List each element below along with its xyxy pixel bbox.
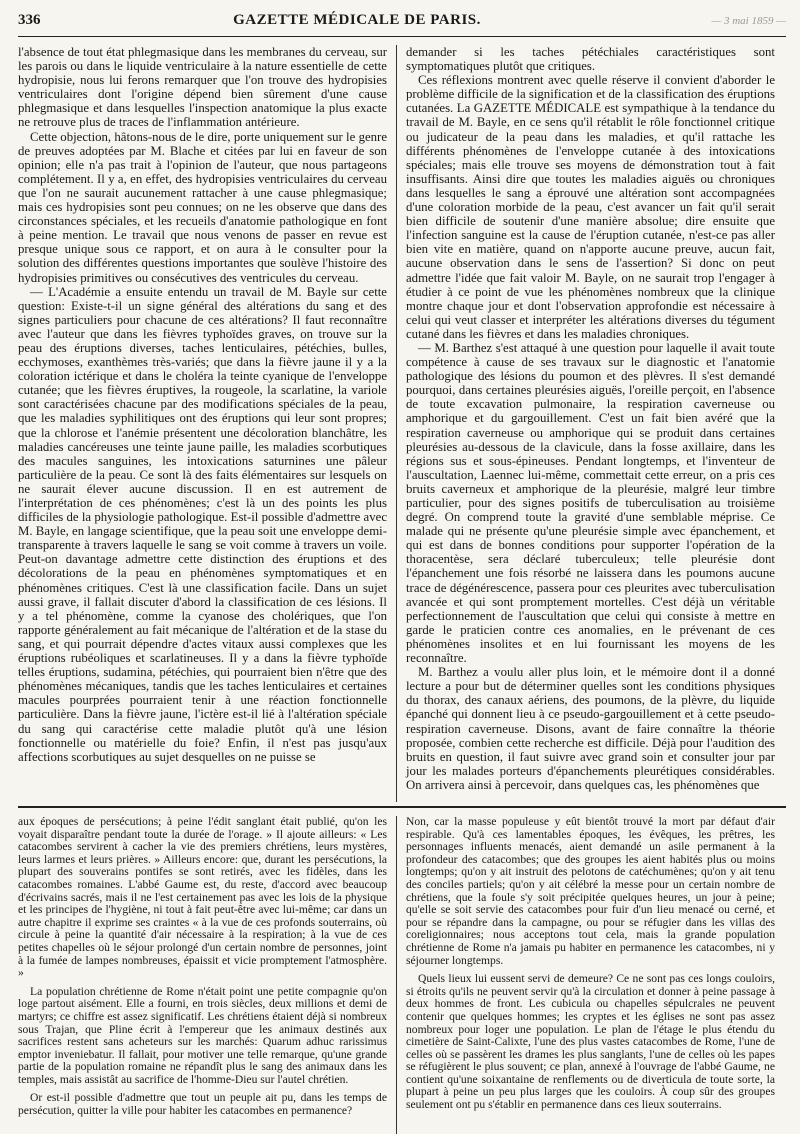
paragraph: Quels lieux lui eussent servi de demeure? Ce ne sont pas ces longs couloirs, si étroits qu'ils ne peuvent servir qu'à la circulation et donner à peine passage à deux hommes de front. Les cubicula ou chapelles sépulcrales ne peuvent contenir que quelques hommes; les cryptes et les églises ne sont pas assez nombreux pour loger une population. Le plan de l'étage le plus étendu du cimetière de Saint-Calixte, l'une des plus vastes catacombes de Rome, l'une de celles où se passèrent les drames les plus sanglants, l'une de celles où les papes se réfugièrent le plus souvent; ce plan, annexé à l'ouvrage de l'abbé Gaume, ne contient qu'une soixantaine de renflements ou de diverticula de toute sorte, la plupart à peine un peu plus larges que les couloirs. À coup sûr des groupes seulement ont pu s'établir en permanence dans ces lieux souterrains. bbox=[406, 972, 775, 1112]
paragraph: — M. Barthez s'est attaqué à une question pour laquelle il avait toute compétence à cause de ses travaux sur le diagnostic et l'anatomie pathologique des lésions du poumon et des plèvres. Il s'est demandé pourquoi, dans certaines pleurésies aiguës, l'oreille perçoit, en l'absence de toute excavation pulmonaire, la respiration caverneuse ou amphorique et du gargouillement. C'est un fait bien avéré que la respiration caverneuse ou amphorique qui se produit dans certaines pleurésies au-dessous de la clavicule, dans la fosse axillaire, dans les régions sus et sous-épineuses. Pendant longtemps, et l'inventeur de l'auscultation, Laennec lui-même, commettait cette erreur, on a pris ces bruits caverneux et amphorique de la pleurésie, malgré leur timbre particulier, pour des signes positifs de tuberculisation au troisième degré. On comprend toute la gravité d'une semblable méprise. Ce malade qui ne présente qu'une pleurésie simple avec épanchement, et qui est dans de bonnes conditions pour supporter l'opération de la thoracentèse, sera déclaré tuberculeux; telle pleurésie dont l'épanchement une fois résorbé ne laissera dans les poumons aucune trace de dégénérescence, passera pour ces pleurites avec tuberculisation avancée et qui sont promptement mortelles. C'est déjà un véritable perfectionnement de l'auscultation que celui qui consiste à mettre en garde le praticien contre ces anomalies, en le prévenant de ces phénomènes insolites et en lui fournissant les moyens de les reconnaître. bbox=[406, 340, 775, 666]
upper-article bbox=[18, 45, 786, 802]
feuilleton-divider bbox=[18, 806, 786, 808]
paragraph: M. Barthez a voulu aller plus loin, et le mémoire dont il a donné lecture a pour but de déterminer quelles sont les conditions physiques du thorax, des canaux aériens, des poumons, de la plèvre, du liquide épanché qui donnent lieu à ce pseudo-gargouillement et à cette pseudo-respiration caverneuse. Disons, avant de faire connaître la théorie proposée, combien cette recherche est difficile. Déjà pour l'audition des bruits en question, il faut suivre avec grand soin et consulter jour par jour les malades porteurs d'épanchements pleurétiques considérables. On arrivera ainsi à percevoir, dans quelques cas, les phénomènes que bbox=[406, 665, 775, 792]
paragraph: Or est-il possible d'admettre que tout un peuple ait pu, dans les temps de persécution, quitter la ville pour habiter les catacombes en permanence? bbox=[18, 1091, 387, 1118]
archive-stamp: — 3 mai 1859 — bbox=[711, 15, 786, 27]
paragraph: l'absence de tout état phlegmasique dans les membranes du cerveau, sur les parois ou dans le liquide ventriculaire à la nature essentielle de cette hydropisie, nous lui ferons remarquer que l'on trouve des hydropisies ventriculaires dont l'origine dépend bien sûrement d'une cause phlegmasique et dans lesquelles l'inspection anatomique la plus exacte ne retrouve plus de traces de l'inflammation antérieure. bbox=[18, 45, 387, 130]
upper-left-column bbox=[18, 45, 396, 802]
paragraph: Ces réflexions montrent avec quelle réserve il convient d'aborder le problème difficile de la signification et de la classification des éruptions cutanées. La GAZETTE MÉDICALE est sympathique à la tendance du travail de M. Bayle, en ce sens qu'il rétablit le rôle fonctionnel critique ou judicateur de la peau dans les maladies, et qu'il rattache les différents phénomènes de l'enveloppe cutanée à des intoxications spéciales; mais elle trouve ses moyens de démonstration tout à fait insuffisants. Ainsi dire que toutes les maladies aiguës ou chroniques dans lesquelles le sang a éprouvé une altération sont accompagnées d'une coloration morbide de la peau, c'est avancer un fait qu'il serait bien difficile de soutenir d'une manière absolue; dire ensuite que l'infection sanguine est la cause de l'éruption cutanée, n'est-ce pas aller bien vite en matière, quand on n'apporte aucune preuve, aucun fait, aucune observation dans le sens de l'assertion? Si donc on peut admettre l'idée que fait valoir M. Bayle, on ne saurait trop l'engager à étudier à ce point de vue les phénomènes nombreux que la clinique montre chaque jour et dont l'observation approfondie est nécessaire à celui qui veut classer et interpréter les altérations diverses du tégument cutané dans les fièvres et dans les maladies chroniques. bbox=[406, 73, 775, 341]
paragraph: aux époques de persécutions; à peine l'édit sanglant était publié, qu'on les voyait disparaître pendant toute la durée de l'orage. » Il ajoute ailleurs: « Les catacombes servirent à cacher la vie des premiers chrétiens, leurs mystères, leurs larmes et leurs prières. » Ailleurs encore: que, durant les persécutions, la plupart des souverains pontifes se sont retirés, avec les fidèles, dans les catacombes romaines. L'abbé Gaume est, du reste, d'accord avec beaucoup d'écrivains sacrés, mais il ne l'est certainement pas avec les lois de la physique et les principes de l'hygiène, ni tout à fait peut-être avec lui-même; car dans un autre chapitre il exprime ses craintes « à la vue de ces profonds souterrains, où circule à peine la quantité d'air nécessaire à la respiration; à la vue de ces petites chapelles où le séjour prolongé d'un certain nombre de personnes, joint à la fumée de lampes nombreuses, épaissit et vicie promptement l'atmosphère. » bbox=[18, 816, 387, 980]
paragraph: — L'Académie a ensuite entendu un travail de M. Bayle sur cette question: Existe-t-il un signe général des altérations du sang et des signes particuliers pour chacune de ces altérations? Il faut reconnaître avec l'auteur que dans les fièvres typhoïdes graves, on trouve sur la peau des éruptions diverses, taches lenticulaires, pétéchies, bulles, ecchymoses, exanthèmes très-variés; que dans la fièvre jaune il y a la coloration ictérique et dans le choléra la teinte cyanique de l'enveloppe cutanée; que les fièvres éruptives, la rougeole, la scarlatine, la variole sont caractérisées chacune par des modifications spéciales de la peau, que les maladies syphilitiques ont des éruptions qui leur sont propres; que la chlorose et l'anémie présentent une décoloration blanchâtre, les maladies cancéreuses une teinte jaune paille, les maladies scorbutiques des macules sanguines, les intoxications saturnines une pâleur particulière de la peau. Ce sont là des faits élémentaires sur lesquels on ne saurait élever aucune discussion. Il en est autrement de l'interprétation de ces phénomènes; c'est là un des points les plus difficiles de la physiologie pathologique. Est-il possible d'admettre avec M. Bayle, en langage scientifique, que la peau soit une enveloppe demi-transparente à travers laquelle le sang se voit comme à travers un voile. Peut-on davantage admettre cette distinction des éruptions et des décolorations de la peau en phénomènes symptomatiques et en phénomènes critiques. C'est là une classification facile. Dans un sujet aussi grave, il fallait discuter d'abord la classification de ces lésions. Il y a tel phénomène, comme la cyanose des cholériques, que l'on rapporte généralement au fait mécanique de l'altération et de la stase du sang, et qui pourrait dépendre d'actes vitaux aussi complexes que les éruptions rubéoliques et scarlatineuses. Il y a dans la fièvre typhoïde telles éruptions, sudamina, pétéchies, qui pourraient bien n'être que des phénomènes mécaniques, tandis que les taches lenticulaires et certaines macules pourprées pourraient tenir à une réaction fonctionnelle particulière. Dans la fièvre jaune, l'ictère est-il lié à l'altération spéciale du sang qui caractérise cette maladie plutôt qu'à une lésion fonctionnelle ou matérielle du foie? Enfin, il n'est pas jusqu'aux affections scorbutiques au sujet desquelles on ne puisse se bbox=[18, 284, 387, 764]
feuilleton bbox=[18, 816, 786, 1134]
paragraph: Non, car la masse populeuse y eût bientôt trouvé la mort par défaut d'air respirable. Qu'à ces lamentables époques, les évêques, les prêtres, les personnages influents menacés, aient demandé un asile permanent à la profondeur des catacombes; que des groupes les aient habités plus ou moins longtemps; qu'on y ait instruit des pelotons de catéchumènes; qu'on y ait tenu des conciles partiels; qu'on y ait célébré la messe pour un certain nombre de chrétiens, que la foule s'y soit précipitée quelques heures, un jour à peine; qu'elle se soit servie des catacombes pour fuir d'un lieu menacé ou cerné, et pour se répandre dans la campagne, ou pour se réfugier dans les villas des coreligionnaires; nous acceptons tout cela, mais la grande population chrétienne de Rome n'a jamais pu habiter en permanence les catacombes, ni y séjourner longtemps. bbox=[406, 816, 775, 967]
lower-right-column bbox=[397, 816, 775, 1134]
journal-title: GAZETTE MÉDICALE DE PARIS. bbox=[233, 12, 481, 28]
page-number: 336 bbox=[18, 12, 41, 28]
paragraph: Cette objection, hâtons-nous de le dire, porte uniquement sur le genre de preuves adoptées par M. Blache et citées par lui en faveur de son opinion; elle n'a pas trait à l'opinion de l'auteur, que nous partageons complétement. Il y a, en effet, des hydropisies ventriculaires du cerveau que l'on ne saurait aucunement rattacher à une cause phlegmasique; mais ces hydropisies sont peu connues; on ne les observe que dans des circonstances spéciales, et les recueils d'anatomie pathologique en font à peine mention. Le travail que nous venons de passer en revue est presque unique sous ce rapport, et on aura à le consulter pour la solution des différentes questions importantes que soulève l'histoire des hydropisies primitives ou consécutives des ventricules du cerveau. bbox=[18, 129, 387, 285]
paragraph: La population chrétienne de Rome n'était point une petite compagnie qu'on loge partout aisément. Elle a fourni, en trois siècles, deux millions et demi de martyrs; ce chiffre est assez significatif. Les chrétiens étaient déjà si nombreux sous Trajan, que Pline écrit à l'empereur que les animaux destinés aux sacrifices restent sans acheteurs sur les marchés: Quarum adhuc rarissimus emptor inveniebatur. Il fallait, pour motiver une telle remarque, qu'une grande partie de la population romaine ne répandît plus le sang des animaux dans les temples, mais assistât au sacrifice de l'homme-Dieu sur l'autel chrétien. bbox=[18, 984, 387, 1086]
lower-left-column bbox=[18, 816, 396, 1134]
page-header bbox=[18, 12, 786, 37]
paragraph: demander si les taches pétéchiales caractéristiques sont symptomatiques plutôt que critiques. bbox=[406, 45, 775, 74]
upper-right-column bbox=[397, 45, 775, 802]
